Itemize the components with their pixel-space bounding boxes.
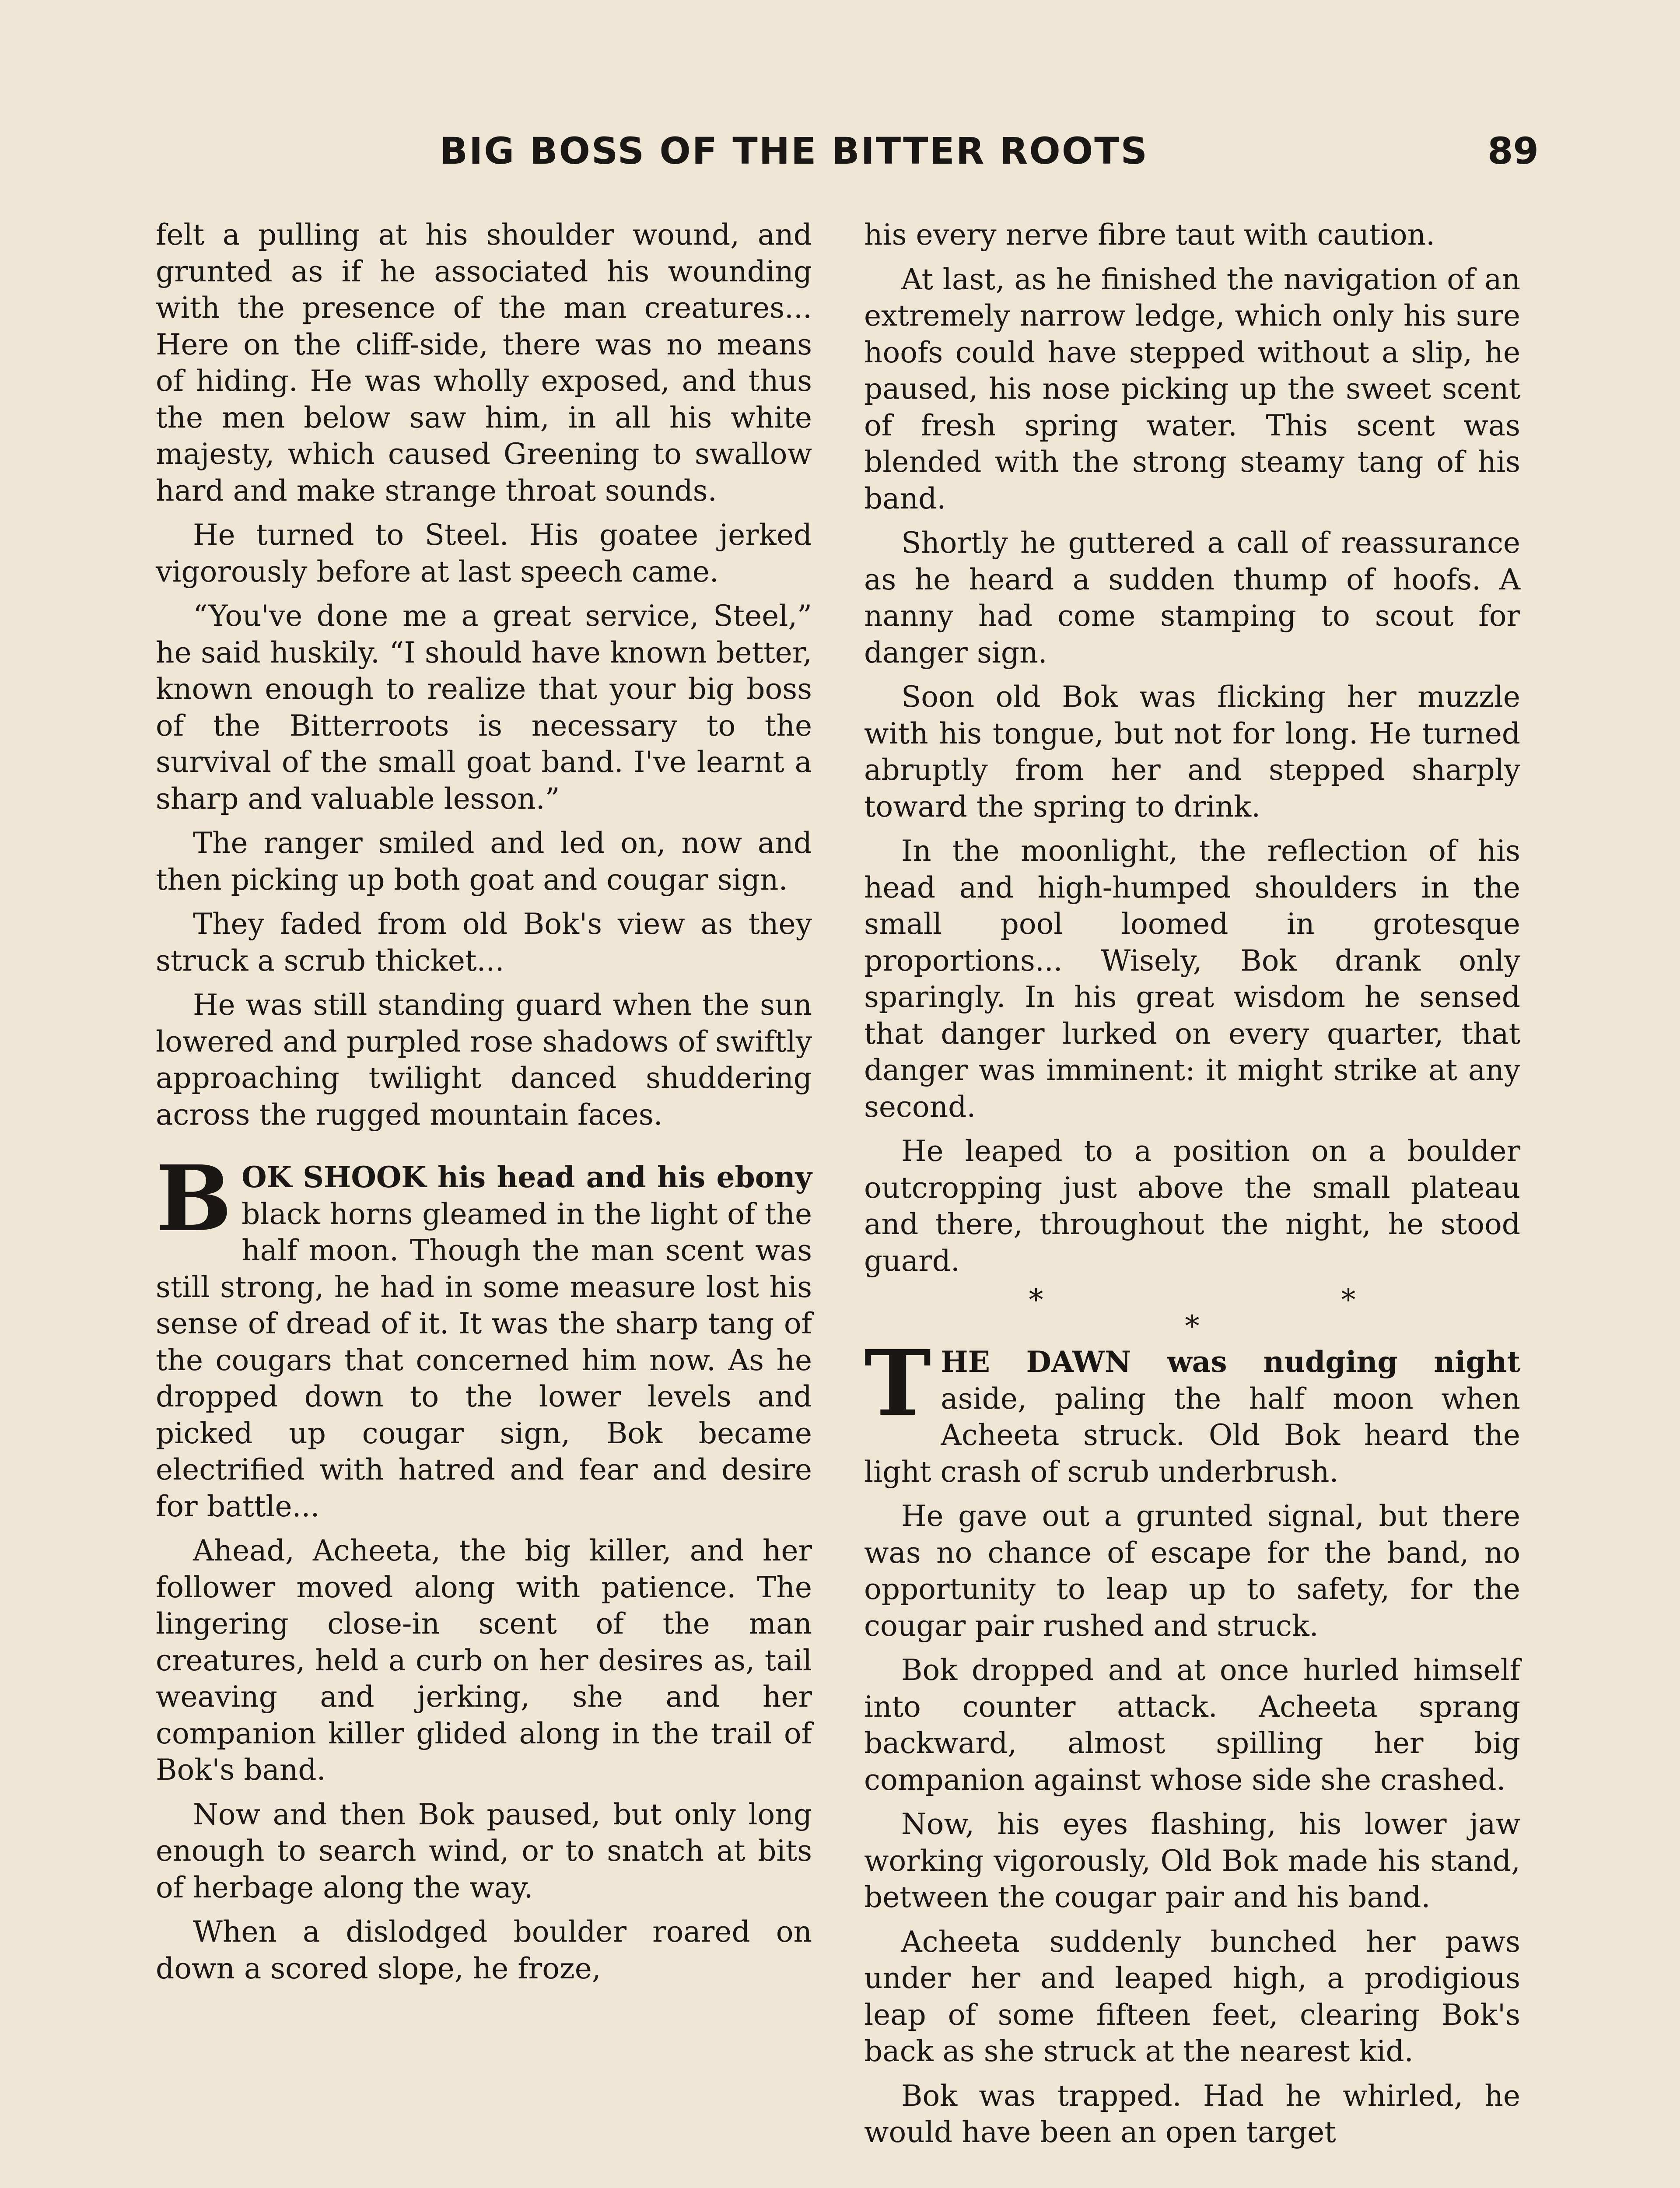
paragraph: Acheeta suddenly bunched her paws under her and leaped high, a prodigious leap of some fifteen feet, clearing Bok's back as she struck at the nearest kid. [864,1925,1520,2068]
paragraph: Soon old Bok was flicking her muzzle with his tongue, but not for long. He turned abruptly from her and stepped sharply toward the spring to drink. [864,680,1520,824]
page-number: 89 [1488,130,1539,172]
drop-cap: B [156,1146,232,1252]
paragraph: He gave out a grunted signal, but there was no chance of escape for the band, no opportunity to leap up to safety, for the cougar pair rushed and struck. [864,1499,1520,1643]
page-header [0,130,1680,178]
paragraph: He was still standing guard when the sun lowered and purpled rose shadows of swiftly approaching twilight danced shuddering across the rugged mountain faces. [156,988,812,1132]
paragraph: “You've done me a great service, Steel,” he said huskily. “I should have known better, known enough to realize that your big boss of the Bitterroots is necessary to the survival of the small goat band. I've learnt a sharp and valuable lesson.” [156,599,812,816]
paragraph: When a dislodged boulder roared on down a scored slope, he froze, [156,1915,812,1985]
paragraph: Now, his eyes flashing, his lower jaw working vigorously, Old Bok made his stand, between the cougar pair and his band. [864,1807,1520,1914]
section-opening-text: HE DAWN was nudging night aside, paling the half moon when Acheeta struck. Old Bok heard the light crash of scrub underbrush. [864,1345,1520,1489]
drop-cap: T [864,1330,931,1436]
paragraph: Shortly he guttered a call of reassurance as he heard a sudden thump of hoofs. A nanny had come stamping to scout for danger sign. [864,526,1520,670]
paragraph: Now and then Bok paused, but only long enough to search wind, or to snatch at bits of herbage along the way. [156,1797,812,1904]
paragraph: They faded from old Bok's view as they struck a scrub thicket... [156,907,812,978]
section-break-asterisks: * * * [1029,1283,1500,1343]
paragraph: He leaped to a position on a boulder outcropping just above the small plateau and there, throughout the night, he stood guard. [864,1134,1520,1278]
paragraph: He turned to Steel. His goatee jerked vigorously before at last speech came. [156,518,812,589]
left-column [156,217,812,1995]
running-title: BIG BOSS OF THE BITTER ROOTS [440,130,1149,172]
paragraph: Bok dropped and at once hurled himself into counter attack. Acheeta sprang backward, almost spilling her big companion against whose side she crashed. [864,1653,1520,1797]
section-opening-text: OK SHOOK his head and his ebony black horns gleamed in the light of the half moon. Though the man scent was still strong, he had in some measure lost his sense of dread of it. It was the sharp tang of the cougars that concerned him now. As he dropped down to the lower levels and picked up cougar sign, Bok became electrified with hatred and fear and desire for battle... [156,1160,812,1523]
paragraph: Bok was trapped. Had he whirled, he would have been an open target [864,2079,1520,2149]
right-column [864,217,1520,2159]
paragraph: felt a pulling at his shoulder wound, and grunted as if he associated his wounding with the presence of the man creatures... Here on the cliff-side, there was no means of hiding. He was wholly exposed, and thus the men below saw him, in all his white majesty, which caused Greening to swallow hard and make strange throat sounds. [156,218,812,508]
paragraph: Ahead, Acheeta, the big killer, and her follower moved along with patience. The lingering close-in scent of the man creatures, held a curb on her desires as, tail weaving and jerking, she and her companion killer glided along in the trail of Bok's band. [156,1534,812,1787]
section-opening-paragraph [156,1146,812,1525]
section-opening-paragraph [864,1330,1520,1490]
paragraph: In the moonlight, the reflection of his head and high-humped shoulders in the small pool loomed in grotesque proportions... Wisely, Bok drank only sparingly. In his great wisdom he sensed that danger lurked on every quarter, that danger was imminent: it might strike at any second. [864,834,1520,1124]
paragraph: At last, as he finished the navigation of an extremely narrow ledge, which only his sure hoofs could have stepped without a slip, he paused, his nose picking up the sweet scent of fresh spring water. This scent was blended with the strong steamy tang of his band. [864,262,1520,515]
paragraph: The ranger smiled and led on, now and then picking up both goat and cougar sign. [156,826,812,897]
paragraph: his every nerve fibre taut with caution. [864,218,1435,252]
